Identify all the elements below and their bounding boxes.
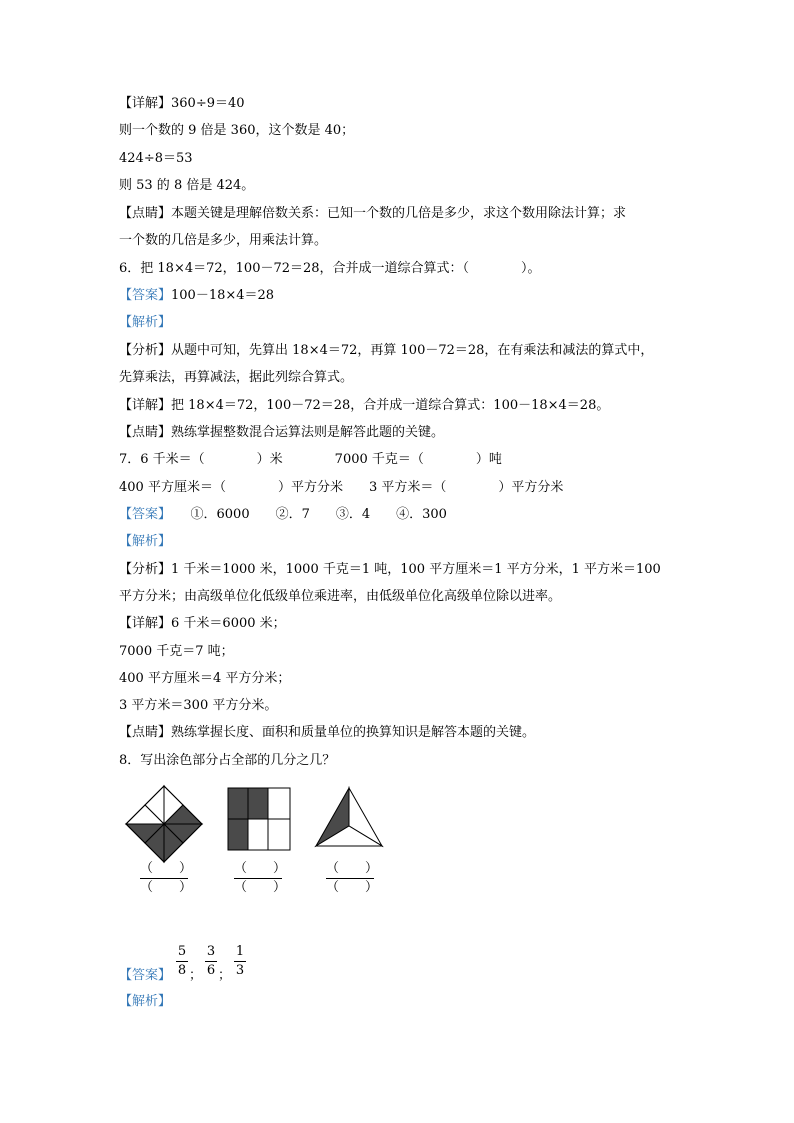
line-analysis-7b: 平方分米；由高级单位化低级单位乘进率，由低级单位化高级单位除以进率。	[119, 589, 562, 604]
line-detail-7b: 7000 千克＝7 吨；	[119, 644, 234, 659]
grid-figure	[226, 786, 292, 852]
line-3: 424÷8＝53	[119, 151, 193, 166]
line-detail-6: 【详解】把 18×4＝72，100－72＝28，合并成一道综合算式：100－18×4＝28。	[119, 398, 610, 413]
triangle-figure	[314, 786, 384, 850]
line-detail-7c: 400 平方厘米＝4 平方分米；	[119, 671, 291, 686]
line-analysis-6a: 【分析】从题中可知，先算出 18×4＝72，再算 100－72＝28，在有乘法和减法的算式中，	[119, 343, 654, 358]
diamond-figure	[124, 784, 204, 864]
line-2: 则一个数的 9 倍是 360，这个数是 40；	[119, 123, 355, 138]
question-6: 6．把 18×4＝72，100－72＝28，合并成一道综合算式：（ ）。	[119, 261, 541, 276]
answer-fraction-3: 1 3	[235, 944, 245, 978]
answer-6: 【答案】100－18×4＝28	[119, 288, 275, 303]
line-detail-7a: 【详解】6 千米＝6000 米；	[119, 616, 286, 631]
blank-fraction-1: （ ） （ ）	[140, 861, 193, 895]
answer-fraction-2: 3 6	[206, 944, 216, 978]
blank-fraction-2: （ ） （ ）	[234, 861, 287, 895]
question-8: 8．写出涂色部分占全部的几分之几？	[119, 753, 336, 768]
line-5: 【点睛】本题关键是理解倍数关系：已知一个数的几倍是多少，求这个数用除法计算；求	[119, 206, 627, 221]
separator-1: ；	[189, 968, 203, 983]
answer-fraction-1: 5 8	[177, 944, 187, 978]
question-7b: 400 平方厘米＝（ ）平方分米 3 平方米＝（ ）平方分米	[119, 480, 564, 495]
analysis-6-label: 【解析】	[119, 315, 172, 330]
question-7a: 7．6 千米＝（ ）米 7000 千克＝（ ）吨	[119, 452, 502, 467]
line-point-6: 【点睛】熟练掌握整数混合运算法则是解答此题的关键。	[119, 425, 445, 440]
answer-8-label: 【答案】	[119, 968, 172, 983]
line-point-7: 【点睛】熟练掌握长度、面积和质量单位的换算知识是解答本题的关键。	[119, 725, 536, 740]
line-analysis-7a: 【分析】1 千米＝1000 米，1000 千克＝1 吨，100 平方厘米＝1 平方分米，1 平方米＝100	[119, 562, 661, 577]
analysis-8-label: 【解析】	[119, 994, 172, 1009]
line-analysis-6b: 先算乘法，再算减法，据此列综合算式。	[119, 370, 354, 385]
separator-2: ；	[218, 968, 232, 983]
line-detail-7d: 3 平方米＝300 平方分米。	[119, 698, 278, 713]
analysis-7-label: 【解析】	[119, 534, 172, 549]
line-6: 一个数的几倍是多少，用乘法计算。	[119, 233, 328, 248]
line-1: 【详解】360÷9＝40	[119, 96, 245, 111]
line-4: 则 53 的 8 倍是 424。	[119, 178, 255, 193]
blank-fraction-3: （ ） （ ）	[326, 861, 379, 895]
answer-7: 【答案】 ①．6000 ②．7 ③．4 ④．300	[119, 507, 447, 522]
